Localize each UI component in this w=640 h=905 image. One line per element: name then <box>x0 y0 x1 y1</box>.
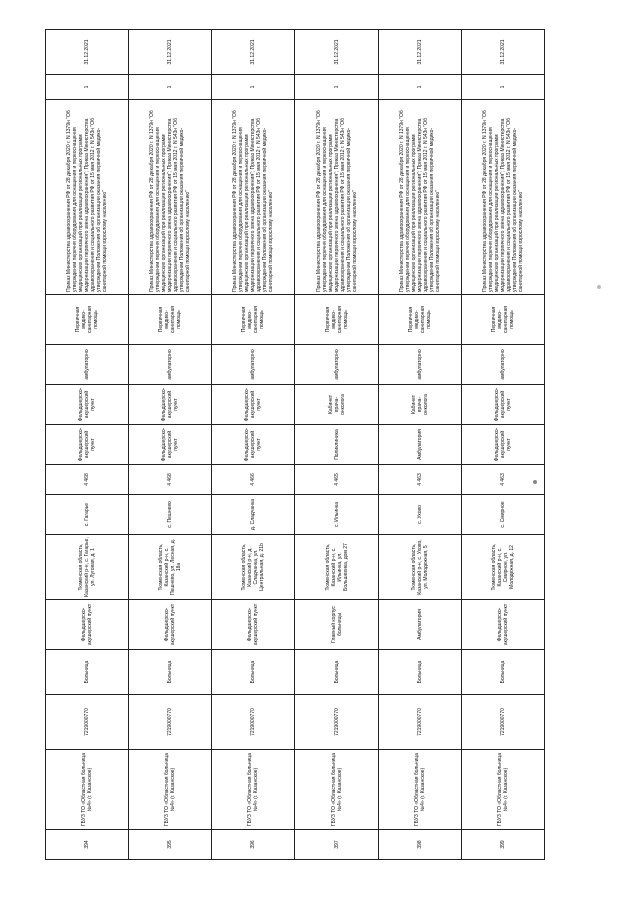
unit-subtype-cell: Фельдшерско-акушерский пункт <box>46 385 129 425</box>
settlement-cell: с. Гагарье <box>46 495 129 535</box>
subdivision-cell: Фельдшерско-акушерский пункт <box>46 600 129 650</box>
code-cell: 4 468 <box>129 465 212 495</box>
table-row <box>461 30 544 860</box>
facility-type-cell: Больница <box>46 650 129 695</box>
organization-cell: ГБУЗ ТО «Областная больница №4» (г. Казанское) <box>46 750 129 830</box>
address-cell: Тюменская область, Казанский р-н, с. Смирное, ул. Молодежная, д. 12 <box>461 535 544 600</box>
table-row <box>295 30 378 860</box>
facility-type-cell: Больница <box>461 650 544 695</box>
code-cell: 4 468 <box>46 465 129 495</box>
subdivision-cell: Фельдшерско-акушерский пункт <box>212 600 295 650</box>
address-cell: Тюменская область, Казанский р-н, с. Ухово, ул. Молодежная, 5 <box>378 535 461 600</box>
legal-basis-cell: Приказ Министерства здравоохранения РФ от 28 декабря 2020 г. N 1379н "Об утверждении перечня оборудования для оснащения и переоснащения медицинских организаций при реализации региональных программ модернизации первичного звена здравоохранения"; Приказ Министерства здравоохранения и социального развития РФ от 15 мая 2012 г. N 543н "Об утверждении Положения об организации оказания первичной медико-санитарной помощи взрослому населению" <box>212 100 295 295</box>
care-form-cell: амбулаторно <box>295 345 378 385</box>
unit-subtype-cell: Фельдшерско-акушерский пункт <box>129 385 212 425</box>
quantity-cell: 1 <box>461 75 544 100</box>
legal-basis-cell: Приказ Министерства здравоохранения РФ от 28 декабря 2020 г. N 1379н "Об утверждении перечня оборудования для оснащения и переоснащения медицинских организаций при реализации региональных программ модернизации первичного звена здравоохранения"; Приказ Министерства здравоохранения и социального развития РФ от 15 мая 2012 г. N 543н "Об утверждении Положения об организации оказания первичной медико-санитарной помощи взрослому населению" <box>129 100 212 295</box>
unit-subtype-cell: Кабинет врача-онколога <box>295 385 378 425</box>
row-number-cell: 394 <box>46 830 129 860</box>
settlement-cell: с. Ухово <box>378 495 461 535</box>
care-kind-cell: Первичная медико-санитарная помощь <box>461 295 544 345</box>
care-kind-cell: Первичная медико-санитарная помощь <box>129 295 212 345</box>
deadline-cell: 31.12.2021 <box>378 30 461 75</box>
subdivision-cell: Амбулатория <box>378 600 461 650</box>
organization-cell: ГБУЗ ТО «Областная больница №4» (г. Казанское) <box>212 750 295 830</box>
facility-table <box>45 29 545 860</box>
facility-type-cell: Больница <box>295 650 378 695</box>
row-number-cell: 396 <box>212 830 295 860</box>
unit-type-cell: Поликлиника <box>295 425 378 465</box>
inn-cell: 7219000770 <box>295 695 378 750</box>
unit-type-cell: Амбулатория <box>378 425 461 465</box>
organization-cell: ГБУЗ ТО «Областная больница №4» (г. Казанское) <box>378 750 461 830</box>
unit-type-cell: Фельдшерско-акушерский пункт <box>461 425 544 465</box>
table-row <box>129 30 212 860</box>
organization-cell: ГБУЗ ТО «Областная больница №4» (г. Казанское) <box>295 750 378 830</box>
scan-dot <box>597 285 601 289</box>
deadline-cell: 31.12.2021 <box>295 30 378 75</box>
unit-subtype-cell: Фельдшерско-акушерский пункт <box>212 385 295 425</box>
legal-basis-cell: Приказ Министерства здравоохранения РФ от 28 декабря 2020 г. N 1379н "Об утверждении перечня оборудования для оснащения и переоснащения медицинских организаций при реализации региональных программ модернизации первичного звена здравоохранения"; Приказ Министерства здравоохранения и социального развития РФ от 15 мая 2012 г. N 543н "Об утверждении Положения об организации оказания первичной медико-санитарной помощи взрослому населению" <box>461 100 544 295</box>
legal-basis-cell: Приказ Министерства здравоохранения РФ от 28 декабря 2020 г. N 1379н "Об утверждении перечня оборудования для оснащения и переоснащения медицинских организаций при реализации региональных программ модернизации первичного звена здравоохранения"; Приказ Министерства здравоохранения и социального развития РФ от 15 мая 2012 г. N 543н "Об утверждении Положения об организации оказания первичной медико-санитарной помощи взрослому населению" <box>295 100 378 295</box>
inn-cell: 7219000770 <box>212 695 295 750</box>
deadline-cell: 31.12.2021 <box>212 30 295 75</box>
table-row <box>46 30 129 860</box>
facility-type-cell: Больница <box>212 650 295 695</box>
unit-type-cell: Фельдшерско-акушерский пункт <box>46 425 129 465</box>
deadline-cell: 31.12.2021 <box>461 30 544 75</box>
inn-cell: 7219000770 <box>378 695 461 750</box>
inn-cell: 7219000770 <box>46 695 129 750</box>
subdivision-cell: Главный корпус больницы <box>295 600 378 650</box>
inn-cell: 7219000770 <box>129 695 212 750</box>
settlement-cell: с. Смирное <box>461 495 544 535</box>
settlement-cell: с. Пешнево <box>129 495 212 535</box>
legal-basis-cell: Приказ Министерства здравоохранения РФ от 28 декабря 2020 г. N 1379н "Об утверждении перечня оборудования для оснащения и переоснащения медицинских организаций при реализации региональных программ модернизации первичного звена здравоохранения"; Приказ Министерства здравоохранения и социального развития РФ от 15 мая 2012 г. N 543н "Об утверждении Положения об организации оказания первичной медико-санитарной помощи взрослому населению" <box>46 100 129 295</box>
care-kind-cell: Первичная медико-санитарная помощь <box>46 295 129 345</box>
address-cell: Тюменская область, Казанский р-н, с. Пешнево, ул. Лесная, д. 18а <box>129 535 212 600</box>
care-form-cell: амбулаторно <box>212 345 295 385</box>
address-cell: Тюменская область, Казанский р-н, с. Гагарье, ул. Луговая, д. 1 <box>46 535 129 600</box>
subdivision-cell: Фельдшерско-акушерский пункт <box>461 600 544 650</box>
row-number-cell: 395 <box>129 830 212 860</box>
deadline-cell: 31.12.2021 <box>46 30 129 75</box>
unit-subtype-cell: Фельдшерско-акушерский пункт <box>461 385 544 425</box>
quantity-cell: 1 <box>129 75 212 100</box>
settlement-cell: д. Сладчанка <box>212 495 295 535</box>
row-number-cell: 398 <box>378 830 461 860</box>
address-cell: Тюменская область, Казанский р-н, с. Ильинка, ул. Большевика, дом 27 <box>295 535 378 600</box>
quantity-cell: 1 <box>212 75 295 100</box>
quantity-cell: 1 <box>46 75 129 100</box>
code-cell: 4 466 <box>212 465 295 495</box>
care-kind-cell: Первичная медико-санитарная помощь <box>295 295 378 345</box>
care-form-cell: амбулаторно <box>46 345 129 385</box>
care-form-cell: амбулаторно <box>378 345 461 385</box>
row-number-cell: 397 <box>295 830 378 860</box>
care-form-cell: амбулаторно <box>129 345 212 385</box>
facility-type-cell: Больница <box>129 650 212 695</box>
unit-subtype-cell: Кабинет врача-онколога <box>378 385 461 425</box>
address-cell: Тюменская область, Казанский р-н, д. Сладчанка, ул. Центральная, д. 21b <box>212 535 295 600</box>
deadline-cell: 31.12.2021 <box>129 30 212 75</box>
quantity-cell: 1 <box>378 75 461 100</box>
organization-cell: ГБУЗ ТО «Областная больница №4» (г. Казанское) <box>461 750 544 830</box>
legal-basis-cell: Приказ Министерства здравоохранения РФ от 28 декабря 2020 г. N 1379н "Об утверждении перечня оборудования для оснащения и переоснащения медицинских организаций при реализации региональных программ модернизации первичного звена здравоохранения"; Приказ Министерства здравоохранения и социального развития РФ от 15 мая 2012 г. N 543н "Об утверждении Положения об организации оказания первичной медико-санитарной помощи взрослому населению" <box>378 100 461 295</box>
table-row <box>212 30 295 860</box>
subdivision-cell: Фельдшерско-акушерский пункт <box>129 600 212 650</box>
table-row <box>378 30 461 860</box>
code-cell: 4 465 <box>295 465 378 495</box>
quantity-cell: 1 <box>295 75 378 100</box>
facility-type-cell: Больница <box>378 650 461 695</box>
scan-dot <box>533 480 537 484</box>
care-kind-cell: Первичная медико-санитарная помощь <box>378 295 461 345</box>
row-number-cell: 399 <box>461 830 544 860</box>
code-cell: 4 463 <box>461 465 544 495</box>
care-kind-cell: Первичная медико-санитарная помощь <box>212 295 295 345</box>
unit-type-cell: Фельдшерско-акушерский пункт <box>129 425 212 465</box>
settlement-cell: с. Ильинка <box>295 495 378 535</box>
inn-cell: 7219000770 <box>461 695 544 750</box>
care-form-cell: амбулаторно <box>461 345 544 385</box>
organization-cell: ГБУЗ ТО «Областная больница №4» (г. Казанское) <box>129 750 212 830</box>
code-cell: 4 463 <box>378 465 461 495</box>
unit-type-cell: Фельдшерско-акушерский пункт <box>212 425 295 465</box>
rotated-page <box>45 30 545 860</box>
